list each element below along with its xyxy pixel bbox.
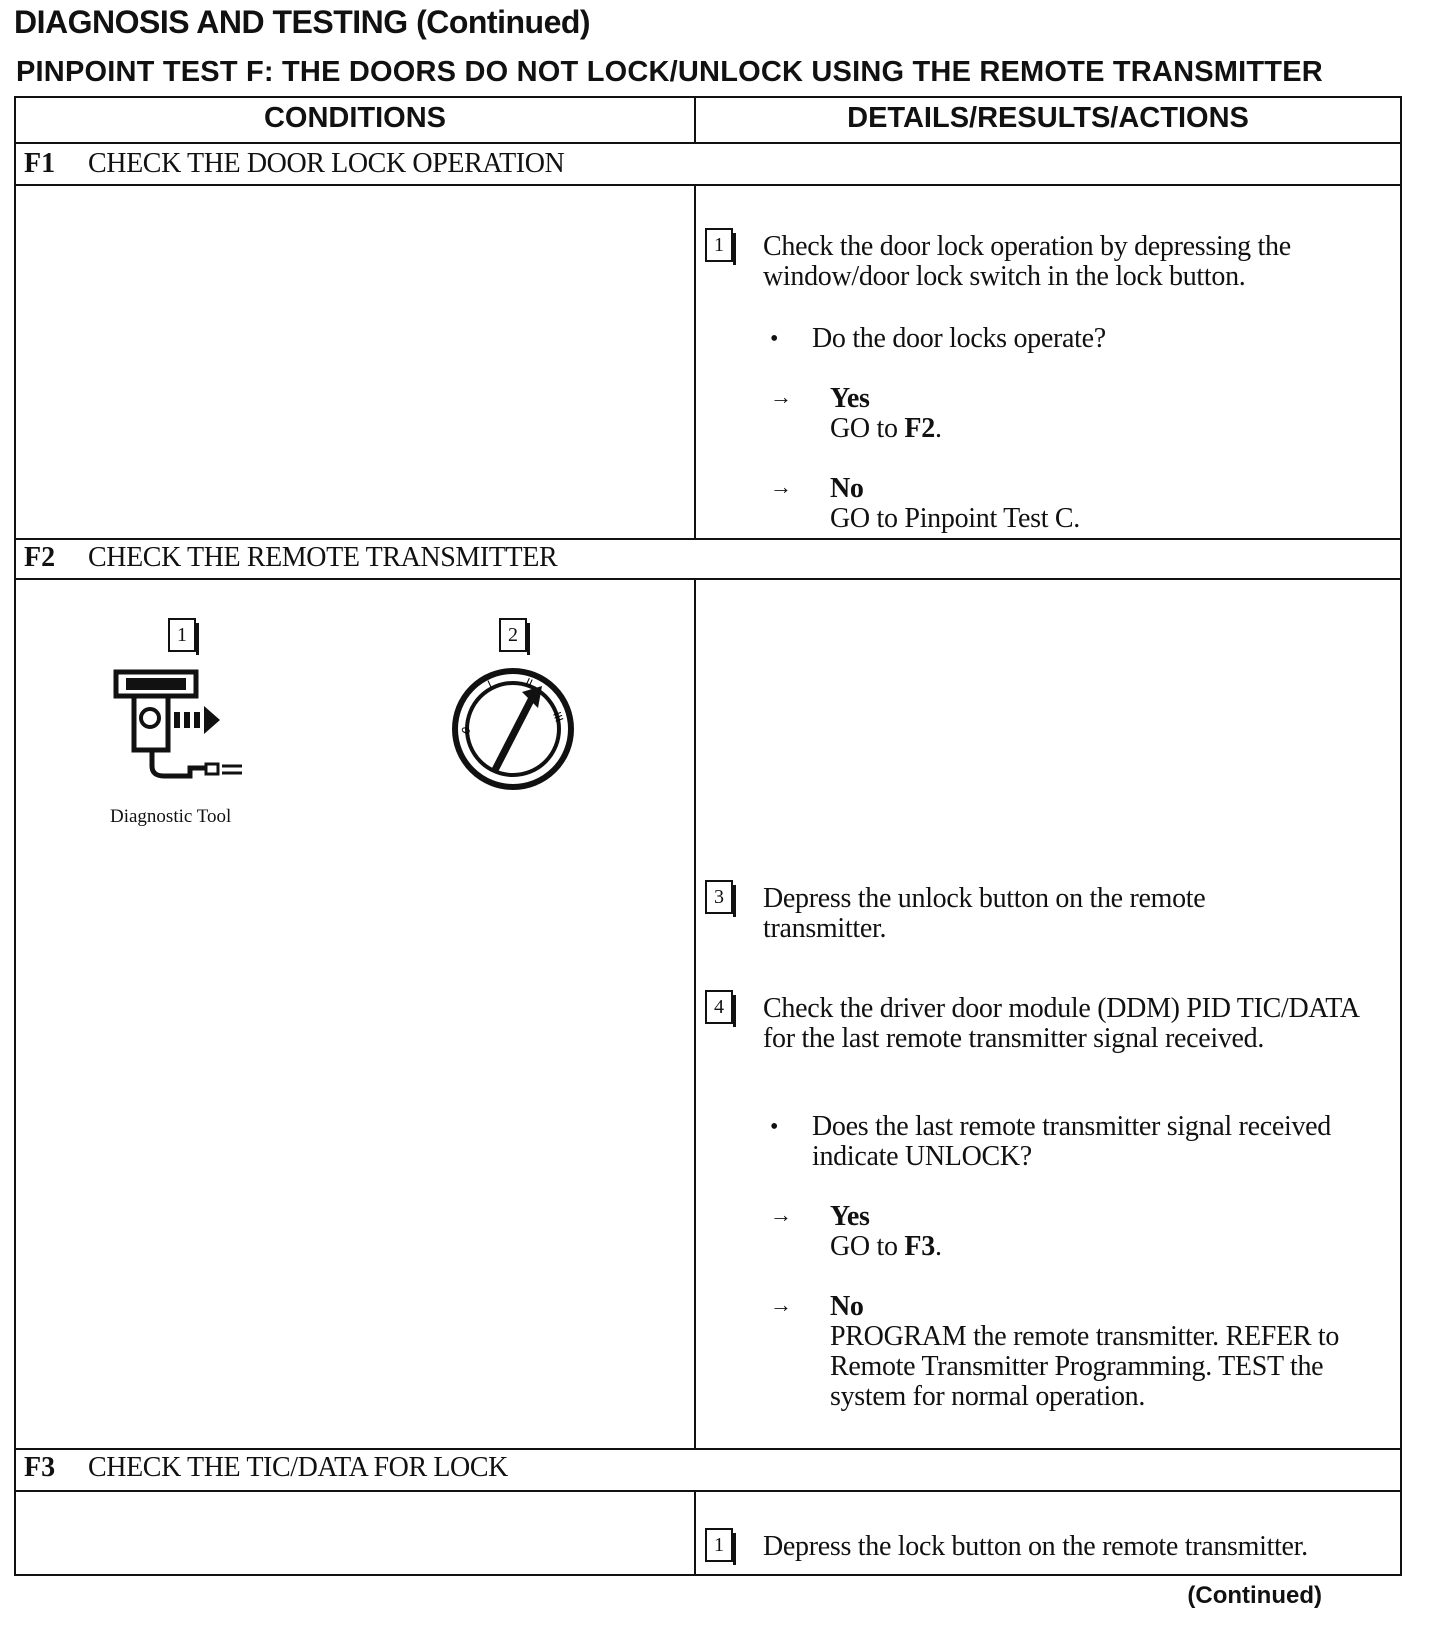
svg-text:I: I (485, 678, 495, 692)
f2-step3-number: 3 (705, 880, 733, 914)
f2-bullet: • (770, 1114, 779, 1140)
header-divider (14, 142, 1402, 144)
f2-no-label: No (830, 1291, 864, 1322)
f1-step-number: 1 (705, 228, 733, 262)
f2-yes-target: F3 (904, 1231, 935, 1262)
diagnostic-tool-icon (110, 666, 250, 788)
f1-yes-arrow: → (770, 384, 792, 409)
f1-yes-label: Yes (830, 383, 870, 414)
f1-yes-action: GO to F2. (830, 413, 942, 444)
f1-yes-target: F2 (904, 413, 935, 444)
f1-no-action: GO to Pinpoint Test C. (830, 503, 1080, 534)
f2-step3-text: Depress the unlock button on the remote transmitter. (763, 883, 1206, 944)
f3-step1-number: 1 (705, 1528, 733, 1562)
f2-yes-arrow: → (770, 1202, 792, 1227)
f1-question: Do the door locks operate? (812, 323, 1106, 354)
f3-title-divider (14, 1490, 1402, 1492)
f1-step-id: F1 (24, 148, 56, 179)
f2-yes-action: GO to F3. (830, 1231, 942, 1262)
f2-step4-text: Check the driver door module (DDM) PID TIC/DATA for the last remote transmitter signal received. (763, 993, 1359, 1054)
svg-text:0: 0 (458, 725, 474, 737)
column-divider (694, 578, 696, 1450)
conditions-header: CONDITIONS (263, 102, 447, 134)
f2-no-action: PROGRAM the remote transmitter. REFER to Remote Transmitter Programming. TEST the system for normal operation. (830, 1321, 1340, 1412)
column-divider (694, 184, 696, 540)
f2-figure1-number: 1 (168, 618, 196, 652)
pinpoint-test-title: PINPOINT TEST F: THE DOORS DO NOT LOCK/UNLOCK USING THE REMOTE TRANSMITTER (16, 56, 1323, 88)
f2-question: Does the last remote transmitter signal received indicate UNLOCK? (812, 1111, 1331, 1172)
f2-title-top-divider (14, 538, 1402, 540)
svg-text:II: II (523, 675, 535, 691)
f2-figure2-number: 2 (499, 618, 527, 652)
f2-step-id: F2 (24, 542, 56, 573)
page-title: DIAGNOSIS AND TESTING (Continued) (14, 4, 591, 40)
f1-step-title: CHECK THE DOOR LOCK OPERATION (88, 148, 565, 179)
ignition-switch-icon (448, 664, 578, 794)
f1-bullet: • (770, 326, 779, 352)
diagnostic-tool-caption: Diagnostic Tool (110, 806, 232, 827)
f2-step-title: CHECK THE REMOTE TRANSMITTER (88, 542, 558, 573)
column-divider (694, 1490, 696, 1576)
f1-no-arrow: → (770, 474, 792, 499)
svg-text:III: III (550, 710, 566, 724)
continued-footer: (Continued) (1187, 1582, 1322, 1609)
f3-title-top-divider (14, 1448, 1402, 1450)
f1-title-divider (14, 184, 1402, 186)
details-header: DETAILS/RESULTS/ACTIONS (847, 102, 1249, 134)
f2-no-arrow: → (770, 1292, 792, 1317)
f1-no-label: No (830, 473, 864, 504)
f3-step-id: F3 (24, 1452, 56, 1483)
f3-step-title: CHECK THE TIC/DATA FOR LOCK (88, 1452, 508, 1483)
f3-step1-text: Depress the lock button on the remote transmitter. (763, 1531, 1308, 1562)
f2-step4-number: 4 (705, 990, 733, 1024)
f1-step1-text: Check the door lock operation by depressing the window/door lock switch in the lock button. (763, 231, 1291, 292)
column-divider (694, 96, 696, 144)
f2-title-divider (14, 578, 1402, 580)
f2-yes-label: Yes (830, 1201, 870, 1232)
